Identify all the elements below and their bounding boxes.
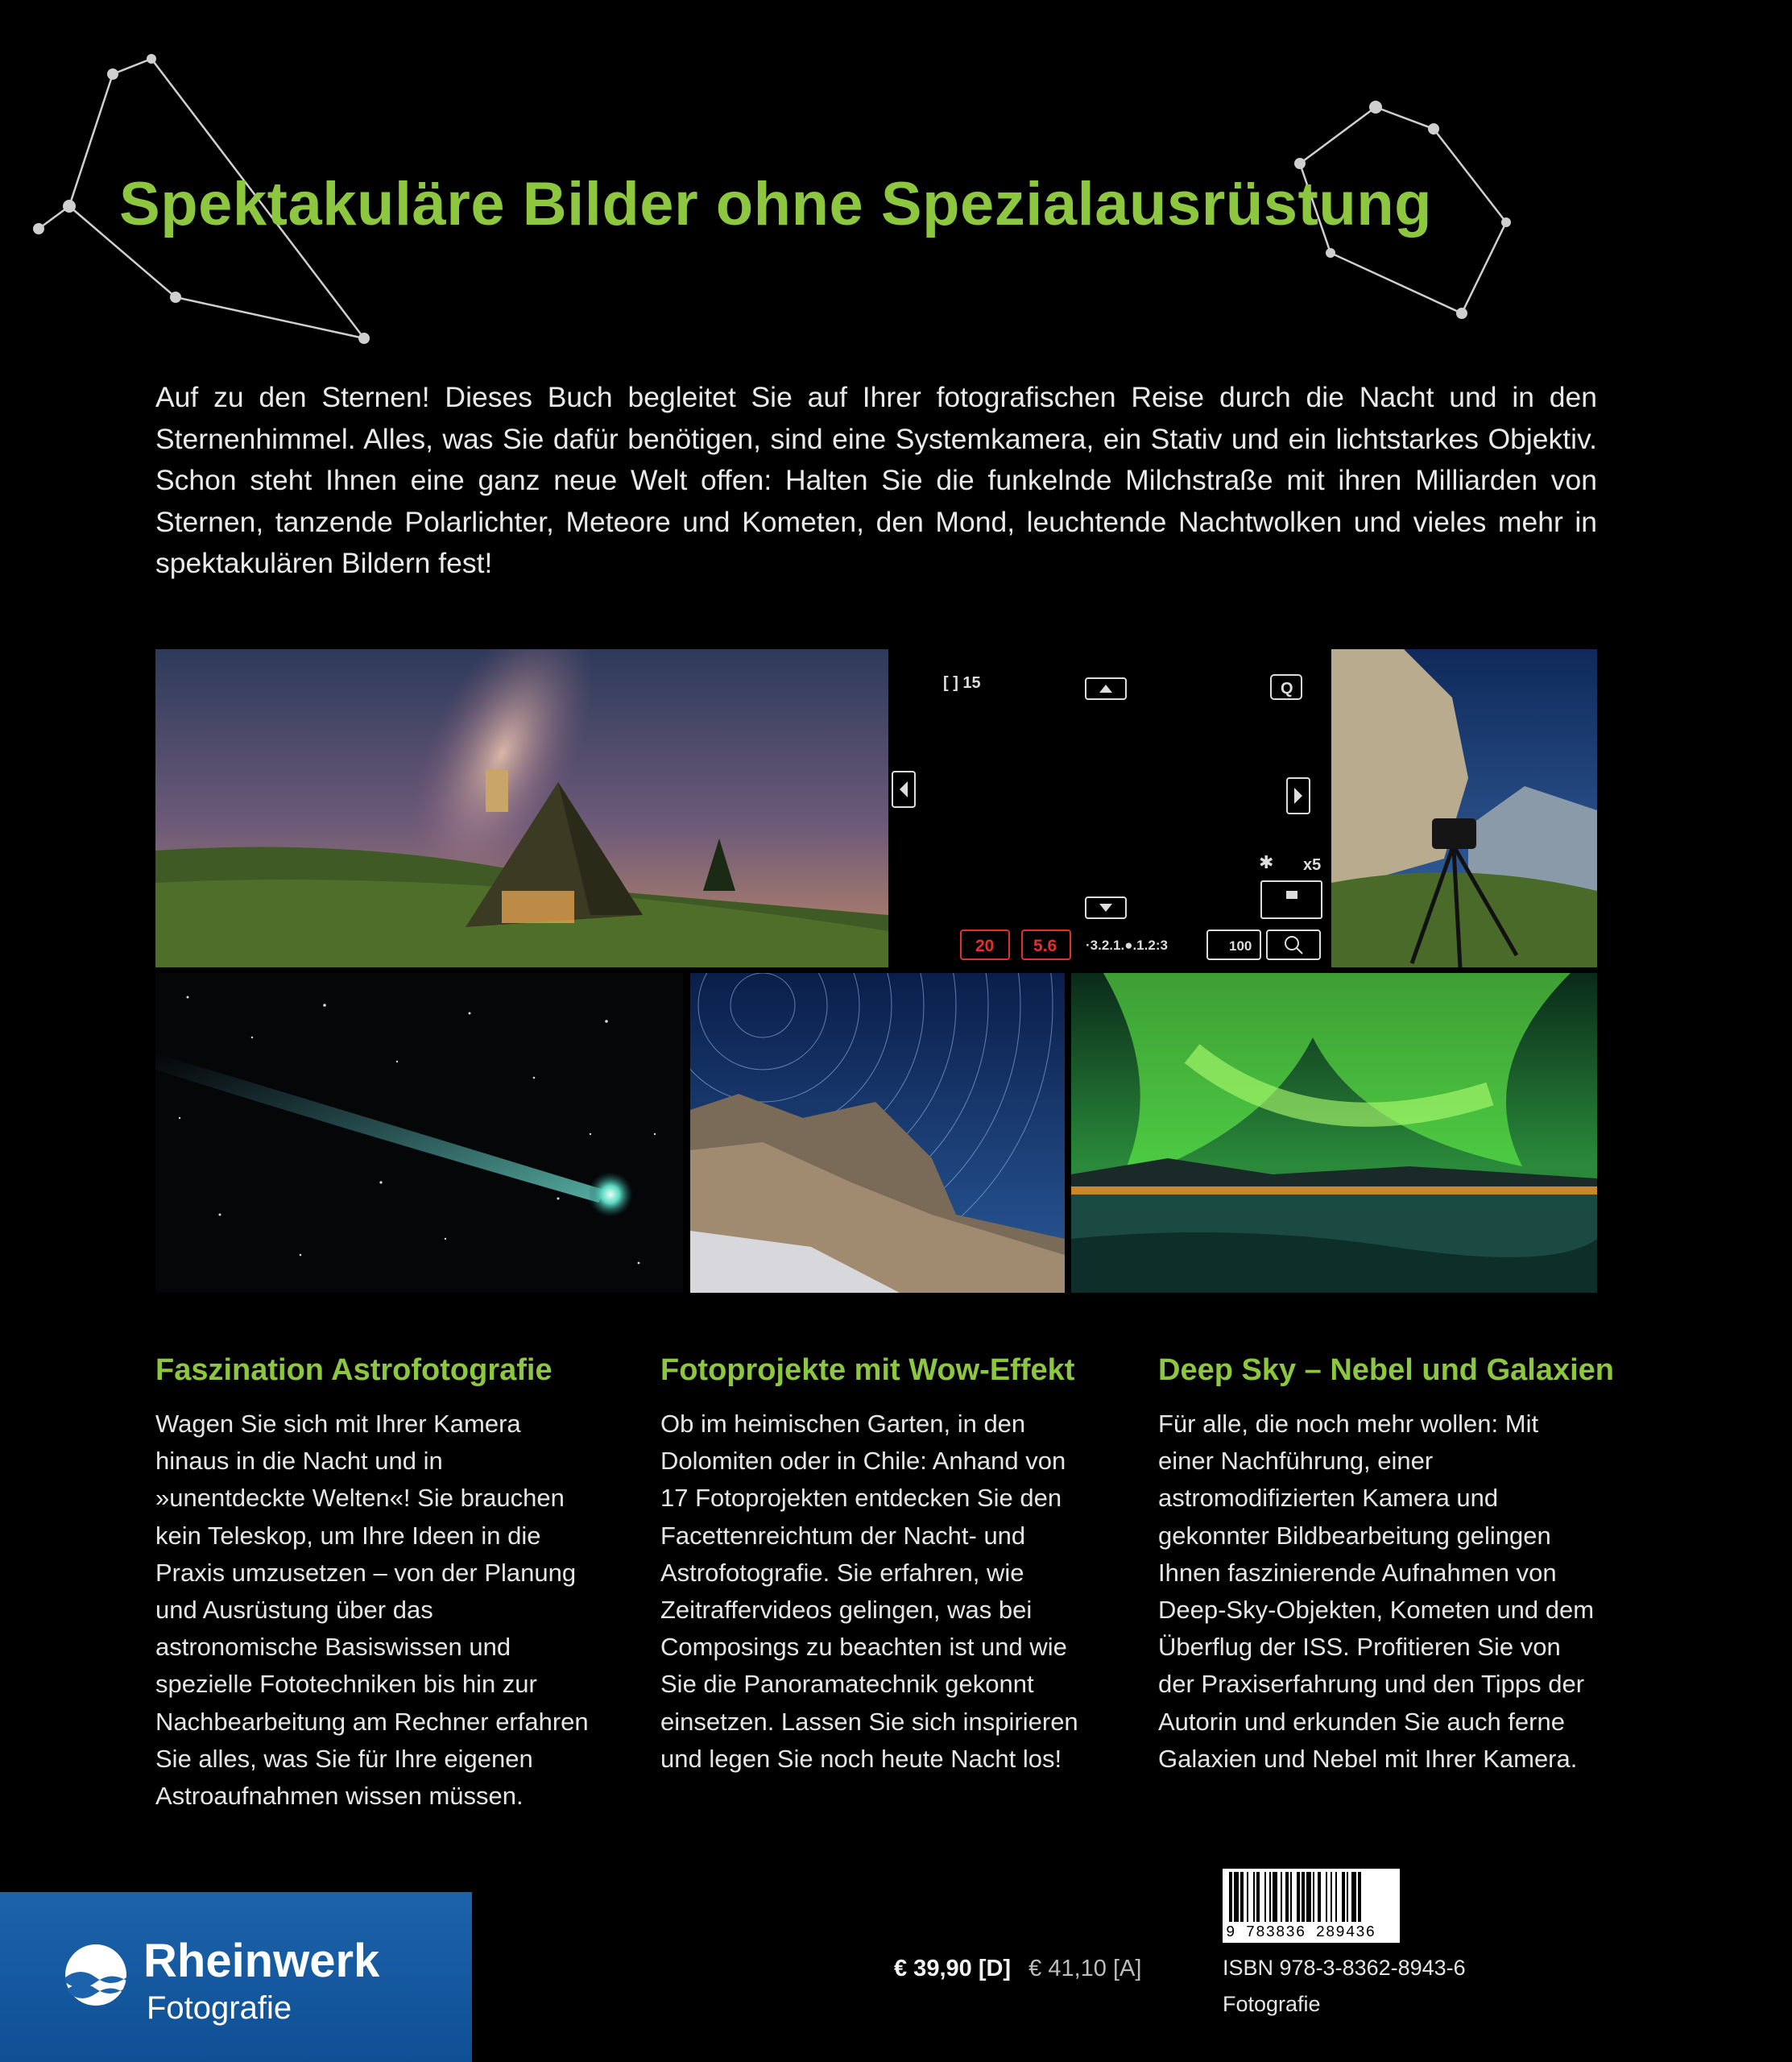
comet-photo	[155, 973, 683, 1293]
barcode-bar	[1256, 1872, 1260, 1922]
barcode-bar	[1290, 1872, 1292, 1922]
milky-way-chapel-photo	[155, 649, 888, 967]
column-text: Wagen Sie sich mit Ihrer Kamera hinaus in die Nacht und in »unentdeckte Welten«! Sie brauchen kein Teleskop, um Ihre Ideen in die Praxis umzusetzen – von der Planung und Ausrüstung über das astronomische Basiswissen und spezielle Fototechniken bis hin zur Nachbearbeitung am Rechner erfahren Sie alles, was Sie für Ihre eigenen Astroaufnahmen wissen müssen.	[155, 1410, 589, 1811]
barcode-bar	[1240, 1872, 1244, 1922]
intro-text: Auf zu den Sternen! Dieses Buch begleitet Sie auf Ihrer fotografischen Reise durch die Nacht und in den Sternenhimmel. Alles, was Sie dafür benötigen, sind eine Systemkamera, ein Stativ und ein lichtstarkes Objektiv. Schon steht Ihnen eine ganz neue Welt offen: Halten Sie die funkelnde Milchstraße mit ihren Milliarden von Sternen, tanzende Polarlichter, Meteore und Kometen, den Mond, leuchtende Nachtwolken und vieles mehr in spektakulären Bildern fest!	[155, 381, 1597, 579]
barcode-bar	[1358, 1872, 1361, 1922]
column-astrofotografie	[155, 1353, 594, 1815]
category: Fotografie	[1223, 1992, 1321, 2016]
price-de: € 39,90 [D]	[894, 1956, 1012, 1981]
iso-value: 100	[1229, 938, 1252, 954]
focus-frame-readout: [ ] 15	[943, 674, 981, 692]
aurora-photo	[1071, 973, 1597, 1293]
column-title: Faszination Astrofotografie	[155, 1353, 552, 1387]
star-icon: ✱	[1259, 853, 1274, 873]
barcode-bar	[1234, 1872, 1239, 1922]
column-title: Fotoprojekte mit Wow-Effekt	[660, 1353, 1075, 1387]
camera-display-moon-photo	[888, 649, 1331, 967]
barcode-bars	[1223, 1869, 1400, 1925]
publisher-logo-block	[0, 1892, 472, 2062]
barcode-bar	[1318, 1872, 1321, 1922]
isbn: ISBN 978-3-8362-8943-6	[1223, 1956, 1466, 1980]
barcode-bar	[1253, 1872, 1255, 1922]
barcode-bar	[1306, 1872, 1311, 1922]
barcode-bar	[1285, 1872, 1289, 1922]
aperture-value: 5.6	[1033, 937, 1057, 955]
barcode-bar	[1331, 1872, 1332, 1922]
barcode-bar	[1302, 1872, 1305, 1922]
barcode-bar	[1351, 1872, 1356, 1922]
column-deep-sky	[1158, 1353, 1614, 1778]
barcode-number: 9 783836 289436	[1226, 1923, 1376, 1941]
barcode-bar	[1247, 1872, 1248, 1922]
column-fotoprojekte	[660, 1353, 1095, 1778]
star-trails-photo	[690, 973, 1065, 1293]
headline: Spektakuläre Bilder ohne Spezialausrüstung	[119, 170, 1433, 238]
zoom-readout: x5	[1303, 856, 1322, 874]
barcode-bar	[1229, 1872, 1232, 1922]
tripod-mountain-photo	[1331, 649, 1597, 967]
publisher-name: Rheinwerk	[143, 1935, 380, 1987]
column-title: Deep Sky – Nebel und Galaxien	[1158, 1353, 1614, 1387]
barcode-bar	[1269, 1872, 1271, 1922]
barcode	[1223, 1869, 1400, 1943]
barcode-bar	[1335, 1872, 1337, 1922]
publisher-series: Fotografie	[147, 1990, 292, 2026]
barcode-bar	[1264, 1872, 1266, 1922]
q-button-label: Q	[1281, 680, 1293, 698]
barcode-bar	[1347, 1872, 1348, 1922]
price	[894, 1956, 1141, 1982]
column-text: Für alle, die noch mehr wollen: Mit einer Nachführung, einer astromodifizierten Kamera und gekonnter Bildbearbeitung gelingen Ihnen faszinierende Aufnahmen von Deep-Sky-Objekten, Kometen und dem Überflug der ISS. Profitieren Sie von der Praxiserfahrung und den Tipps der Autorin und erkunden Sie auch ferne Galaxien und Nebel mit Ihrer Kamera.	[1158, 1410, 1595, 1773]
barcode-bar	[1281, 1872, 1282, 1922]
shutter-value: 20	[975, 937, 995, 955]
barcode-bar	[1273, 1872, 1277, 1922]
rheinwerk-wave-icon	[63, 1942, 129, 2008]
barcode-bar	[1342, 1872, 1345, 1922]
barcode-bar	[1313, 1872, 1314, 1922]
barcode-bar	[1326, 1872, 1327, 1922]
price-at: € 41,10 [A]	[1028, 1956, 1142, 1981]
barcode-bar	[1297, 1872, 1300, 1922]
exposure-scale: ·3.2.1.●.1.2:3	[1086, 938, 1168, 953]
column-text: Ob im heimischen Garten, in den Dolomiten oder in Chile: Anhand von 17 Fotoprojekten entdecken Sie den Facettenreichtum der Nacht- und Astrofotografie. Sie erfahren, wie Zeitraffervideos gelingen, was bei Composings zu beachten ist und wie Sie die Panoramatechnik gekonnt einsetzen. Lassen Sie sich inspirieren und legen Sie noch heute Nacht los!	[660, 1410, 1078, 1773]
